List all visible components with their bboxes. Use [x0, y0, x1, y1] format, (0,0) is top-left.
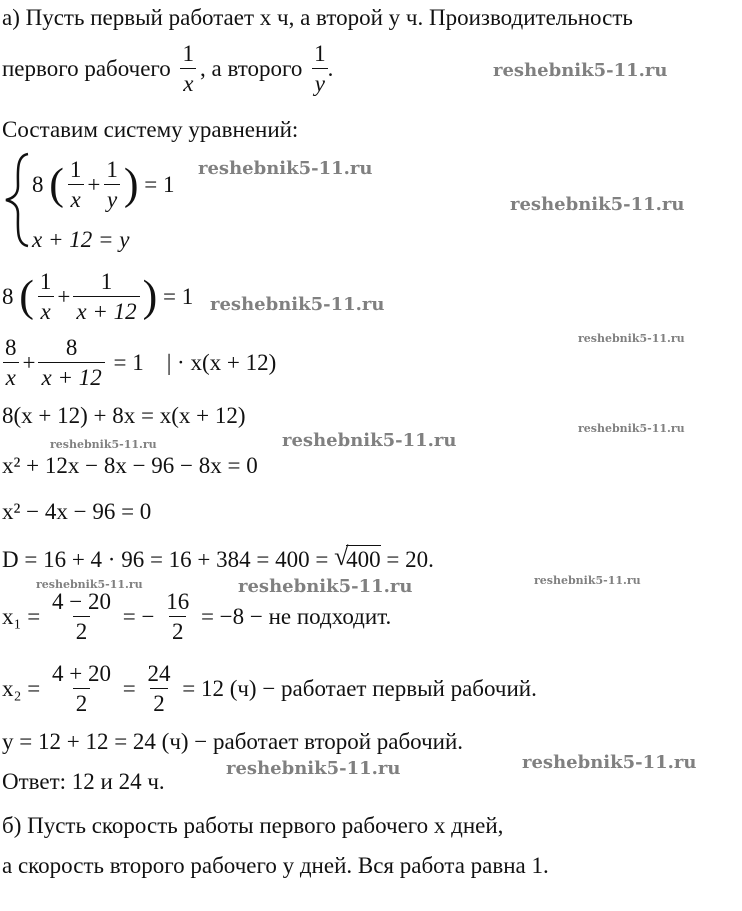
watermark: reshebnik5-11.ru — [534, 574, 641, 587]
text-line-productivity — [2, 42, 333, 95]
root-label: x₂ = — [2, 676, 41, 701]
denominator: y — [104, 184, 120, 211]
part-b-line-2: а скорость второго рабочего y дней. Вся работа равна 1. — [2, 853, 549, 878]
numerator: 1 — [69, 157, 82, 182]
numerator: 8 — [5, 335, 17, 360]
text-segment: , а второго — [200, 56, 303, 81]
fraction-1-over-y — [311, 42, 329, 95]
watermark: reshebnik5-11.ru — [198, 158, 373, 179]
system-equation-1: 8 ( $\frac{1}{x}$ + $\frac{1}{y}$ ) = 1 — [32, 157, 175, 212]
denominator: x + 12 — [38, 362, 104, 389]
radicand: 400 — [346, 547, 381, 572]
coefficient: 8 — [32, 172, 44, 197]
equation-expanded: $\frac{8}{x}$ + $\frac{8}{x + 12}$ = 1 | · x(x + 12) — [2, 336, 276, 389]
text-segment: = −8 − не подходит. — [200, 604, 392, 629]
watermark: reshebnik5-11.ru — [226, 758, 401, 779]
equation-rhs: = 1 — [144, 172, 175, 197]
fraction-8-over-x — [2, 336, 20, 389]
text-line-intro: а) Пусть первый работает x ч, а второй y ч. Производительность — [2, 5, 633, 30]
numerator: 1 — [100, 269, 113, 294]
denominator: 2 — [73, 688, 91, 715]
numerator: 24 — [147, 661, 171, 686]
root-label: x₁ = — [2, 604, 41, 629]
numerator: 16 — [166, 589, 190, 614]
root-x1-line — [2, 590, 391, 643]
fraction-24-over-2 — [144, 662, 173, 715]
fraction-x1 — [49, 590, 114, 643]
text-segment: первого рабочего — [2, 56, 171, 81]
text-segment: = — [122, 676, 136, 701]
watermark: reshebnik5-11.ru — [210, 294, 385, 315]
answer-line: Ответ: 12 и 24 ч. — [2, 769, 165, 794]
denominator: x — [3, 362, 19, 389]
fraction-1-over-x — [37, 270, 55, 323]
root-x2-line — [2, 662, 537, 715]
equation-line-8: x² − 4x − 96 = 0 — [2, 499, 152, 524]
watermark: reshebnik5-11.ru — [510, 194, 685, 215]
denominator: x + 12 — [73, 296, 139, 323]
watermark: reshebnik5-11.ru — [50, 438, 157, 451]
equation-line-7: x² + 12x − 8x − 96 − 8x = 0 — [2, 453, 258, 478]
fraction-16-over-2 — [163, 590, 192, 643]
fraction-1-over-x-plus-12 — [73, 270, 139, 323]
watermark: reshebnik5-11.ru — [238, 576, 413, 597]
equation-line-6: 8(x + 12) + 8x = x(x + 12) — [2, 403, 246, 428]
denominator: x — [38, 296, 54, 323]
text-segment: . — [327, 56, 334, 81]
equation-substituted: 8 ( $\frac{1}{x}$ + $\frac{1}{x + 12}$ ) = 1 — [2, 269, 194, 324]
numerator: 1 — [182, 41, 195, 66]
fraction-1-over-y — [103, 158, 121, 211]
coefficient: 8 — [2, 284, 14, 309]
denominator: x — [68, 184, 84, 211]
square-root — [334, 542, 381, 572]
system-equation-2: x + 12 = y — [32, 227, 130, 252]
left-paren-icon: ( — [19, 271, 34, 321]
discriminant-result: = 20. — [386, 547, 434, 572]
numerator: 1 — [314, 41, 326, 66]
discriminant-line — [2, 542, 434, 572]
discriminant-text: D = 16 + 4 · 96 = 16 + 384 = 400 = — [2, 547, 329, 572]
denominator: y — [312, 68, 328, 95]
fraction-x2 — [49, 662, 114, 715]
text-segment: = − — [122, 604, 155, 629]
equation-rhs: = 1 — [163, 284, 194, 309]
numerator: 4 + 20 — [52, 661, 111, 686]
text-segment: = 12 (ч) − работает первый рабочий. — [182, 676, 537, 701]
watermark: reshebnik5-11.ru — [493, 60, 668, 81]
system-brace-icon — [2, 150, 32, 250]
denominator: 2 — [73, 616, 91, 643]
numerator: 1 — [39, 269, 52, 294]
text-line-system-heading: Составим систему уравнений: — [2, 117, 299, 142]
right-paren-icon: ) — [123, 159, 139, 209]
denominator: 2 — [150, 688, 168, 715]
fraction-8-over-x-plus-12 — [38, 336, 104, 389]
radical-icon: √ — [334, 542, 349, 571]
right-paren-icon: ) — [142, 271, 158, 321]
denominator: 2 — [169, 616, 187, 643]
part-b-line-1: б) Пусть скорость работы первого рабочего x дней, — [2, 813, 504, 838]
watermark: reshebnik5-11.ru — [578, 422, 685, 435]
numerator: 1 — [106, 157, 118, 182]
watermark: reshebnik5-11.ru — [36, 578, 143, 591]
numerator: 8 — [65, 335, 78, 360]
watermark: reshebnik5-11.ru — [578, 332, 685, 345]
watermark: reshebnik5-11.ru — [282, 430, 457, 451]
numerator: 4 − 20 — [52, 589, 111, 614]
fraction-1-over-x — [180, 42, 198, 95]
denominator: x — [180, 68, 196, 95]
equation-rhs: = 1 | · x(x + 12) — [113, 350, 277, 375]
fraction-1-over-x — [67, 158, 85, 211]
watermark: reshebnik5-11.ru — [522, 752, 697, 773]
left-paren-icon: ( — [49, 159, 64, 209]
y-result-line: y = 12 + 12 = 24 (ч) − работает второй рабочий. — [2, 729, 464, 754]
